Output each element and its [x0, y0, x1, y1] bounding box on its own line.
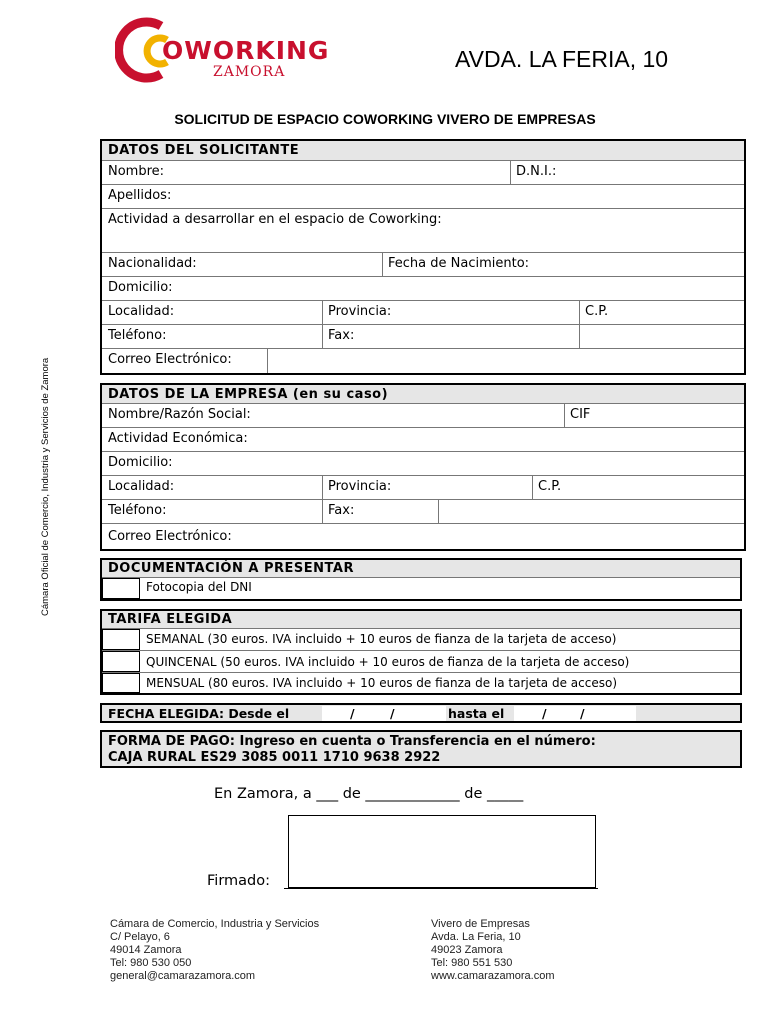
empresa-provincia-label: Provincia:: [328, 479, 392, 494]
empresa-section: [100, 383, 746, 551]
empresa-telefono-row[interactable]: [102, 500, 744, 524]
cp-label: C.P.: [585, 304, 609, 319]
footer-email-link[interactable]: general@camarazamora.com: [110, 970, 256, 982]
nombre-row[interactable]: [102, 161, 744, 185]
footer-web-link[interactable]: www.camarazamora.com: [431, 970, 555, 982]
tarifa-section: [100, 609, 742, 695]
solicitante-section: [100, 139, 746, 375]
telefono-row[interactable]: [102, 325, 744, 349]
empresa-domicilio-row[interactable]: [102, 452, 744, 476]
footer-left-line: Tel: 980 530 050: [110, 957, 192, 969]
fecha-desde-field[interactable]: [322, 706, 446, 721]
empresa-localidad-label: Localidad:: [108, 479, 175, 494]
nacionalidad-row[interactable]: [102, 253, 744, 277]
documentacion-heading: DOCUMENTACIÓN A PRESENTAR: [108, 561, 354, 576]
pago-section: [100, 730, 742, 768]
localidad-row[interactable]: [102, 301, 744, 325]
actividad-row[interactable]: [102, 209, 744, 253]
footer-right-line: Tel: 980 551 530: [431, 957, 513, 969]
domicilio-label: Domicilio:: [108, 280, 173, 295]
mensual-checkbox[interactable]: [102, 673, 140, 693]
empresa-domicilio-label: Domicilio:: [108, 455, 173, 470]
empresa-telefono-label: Teléfono:: [108, 503, 167, 518]
actividad-economica-label: Actividad Económica:: [108, 431, 248, 446]
tarifa-option: [102, 673, 740, 693]
actividad-label: Actividad a desarrollar en el espacio de Coworking:: [108, 212, 442, 227]
footer-left-line: C/ Pelayo, 6: [110, 931, 170, 943]
documentacion-item-row: [102, 578, 740, 599]
domicilio-row[interactable]: [102, 277, 744, 301]
empresa-correo-label: Correo Electrónico:: [108, 529, 232, 544]
semanal-label: SEMANAL (30 euros. IVA incluido + 10 euros de fianza de la tarjeta de acceso): [146, 632, 617, 646]
tarifa-option: [102, 629, 740, 651]
lugar-fecha-line[interactable]: En Zamora, a ___ de _____________ de _____: [214, 786, 524, 802]
razon-social-label: Nombre/Razón Social:: [108, 407, 251, 422]
side-vertical-text: Cámara Oficial de Comercio, Industria y Servicios de Zamora: [40, 357, 51, 616]
provincia-label: Provincia:: [328, 304, 392, 319]
firmado-label: Firmado:: [207, 873, 270, 889]
apellidos-row[interactable]: [102, 185, 744, 209]
razon-social-row[interactable]: [102, 404, 744, 428]
correo-label: Correo Electrónico:: [108, 352, 232, 367]
telefono-label: Teléfono:: [108, 328, 167, 343]
fax-label: Fax:: [328, 328, 355, 343]
empresa-correo-row[interactable]: [102, 524, 744, 549]
cif-label: CIF: [570, 407, 591, 422]
empresa-fax-label: Fax:: [328, 503, 355, 518]
localidad-label: Localidad:: [108, 304, 175, 319]
quincenal-checkbox[interactable]: [102, 651, 140, 672]
empresa-heading: DATOS DE LA EMPRESA (en su caso): [108, 387, 389, 402]
fecha-hasta-label: hasta el: [448, 706, 505, 721]
fecha-slash: /: [542, 706, 547, 721]
empresa-cp-label: C.P.: [538, 479, 562, 494]
fecha-slash: /: [390, 706, 395, 721]
footer-left-line: Cámara de Comercio, Industria y Servicios: [110, 918, 320, 930]
semanal-checkbox[interactable]: [102, 629, 140, 650]
quincenal-label: QUINCENAL (50 euros. IVA incluido + 10 euros de fianza de la tarjeta de acceso): [146, 655, 630, 669]
dni-checkbox[interactable]: [102, 578, 140, 599]
nacionalidad-label: Nacionalidad:: [108, 256, 197, 271]
tarifa-heading: TARIFA ELEGIDA: [108, 612, 233, 627]
fecha-slash: /: [350, 706, 355, 721]
fecha-nacimiento-label: Fecha de Nacimiento:: [388, 256, 530, 271]
mensual-label: MENSUAL (80 euros. IVA incluido + 10 euros de fianza de la tarjeta de acceso): [146, 676, 617, 690]
signature-box[interactable]: [288, 815, 596, 888]
footer-left-line: 49014 Zamora: [110, 944, 182, 956]
header-address: AVDA. LA FERIA, 10: [455, 46, 669, 72]
solicitante-heading: DATOS DEL SOLICITANTE: [108, 143, 300, 158]
documentacion-section: [100, 558, 742, 601]
apellidos-label: Apellidos:: [108, 188, 172, 203]
footer-right-line: Vivero de Empresas: [431, 918, 530, 930]
dni-label: D.N.I.:: [516, 164, 557, 179]
empresa-localidad-row[interactable]: [102, 476, 744, 500]
fotocopia-dni-label: Fotocopia del DNI: [146, 580, 252, 594]
tarifa-option: [102, 651, 740, 673]
logo-subtext: ZAMORA: [213, 64, 286, 80]
actividad-economica-row[interactable]: [102, 428, 744, 452]
footer-camara: [110, 918, 319, 983]
fecha-hasta-field[interactable]: [514, 706, 636, 721]
fecha-section: [100, 703, 742, 723]
footer-vivero: [431, 918, 554, 983]
correo-row[interactable]: [102, 349, 744, 373]
form-title: SOLICITUD DE ESPACIO COWORKING VIVERO DE EMPRESAS: [174, 111, 596, 127]
fecha-desde-label: FECHA ELEGIDA: Desde el: [108, 706, 290, 721]
footer-right-line: Avda. La Feria, 10: [431, 931, 521, 943]
fecha-slash: /: [580, 706, 585, 721]
signature-line: [284, 888, 598, 889]
pago-line1: FORMA DE PAGO: Ingreso en cuenta o Transferencia en el número:: [108, 734, 596, 749]
pago-account: CAJA RURAL ES29 3085 0011 1710 9638 2922: [108, 750, 441, 765]
nombre-label: Nombre:: [108, 164, 165, 179]
footer-right-line: 49023 Zamora: [431, 944, 503, 956]
logo-text: OWORKING: [162, 36, 330, 65]
